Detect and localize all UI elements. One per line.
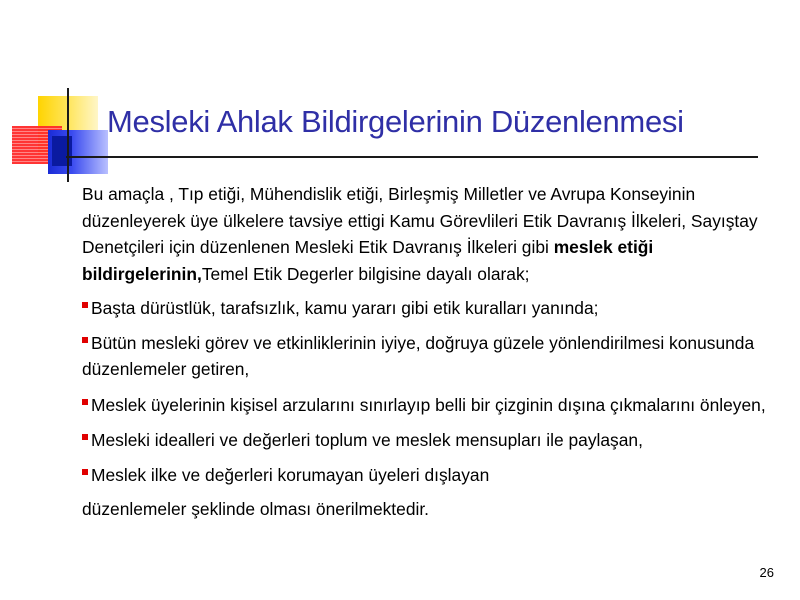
closing-text: düzenlemeler şeklinde olması önerilmektedir.: [82, 499, 430, 519]
slide-body: [82, 181, 772, 523]
bullet-square-icon: [82, 469, 88, 475]
bullet-item: [82, 392, 772, 419]
bullet-text: Mesleki idealleri ve değerleri toplum ve meslek mensupları ile paylaşan,: [91, 430, 643, 450]
bullet-square-icon: [82, 399, 88, 405]
bullet-text: Meslek üyelerinin kişisel arzularını sınırlayıp belli bir çizginin dışına çıkmalarını önleyen,: [91, 394, 766, 415]
slide-title: Mesleki Ahlak Bildirgelerinin Düzenlenmesi: [107, 104, 684, 139]
bullet-item: [82, 427, 772, 454]
intro-paragraph: [82, 181, 772, 287]
bullet-item: [82, 295, 772, 322]
decorative-dark-blue-square: [52, 136, 72, 166]
bullet-item: [82, 462, 772, 489]
intro-text-end: Temel Etik Degerler bilgisine dayalı olarak;: [201, 263, 530, 284]
bullet-text: Bütün mesleki görev ve etkinliklerinin iyiye, doğruya güzele yönlendirilmesi konusunda düzenlemeler getiren,: [82, 332, 755, 379]
bullet-square-icon: [82, 337, 88, 343]
title-divider: [66, 156, 758, 158]
bullet-square-icon: [82, 434, 88, 440]
bullet-text: Meslek ilke ve değerleri korumayan üyeleri dışlayan: [91, 464, 490, 485]
decorative-vertical-line: [67, 88, 69, 182]
intro-text: Bu amaçla , Tıp etiği, Mühendislik etiği, Birleşmiş Milletler ve Avrupa Konseyinin düzenleyerek üye ülkelere tavsiye ettigi Kamu Görevlileri Etik Davranış İlkeleri, Sayıştay Denetçileri için düzenlenen Mesleki Etik Davranış İlkeleri gibi: [82, 184, 758, 257]
bullet-square-icon: [82, 302, 88, 308]
intro-bold-text: meslek etiği bildirgelerinin,: [82, 237, 654, 284]
page-number: 26: [759, 565, 774, 580]
bullet-item: [82, 330, 772, 383]
bullet-text: Başta dürüstlük, tarafsızlık, kamu yararı gibi etik kuralları yanında;: [91, 298, 599, 318]
